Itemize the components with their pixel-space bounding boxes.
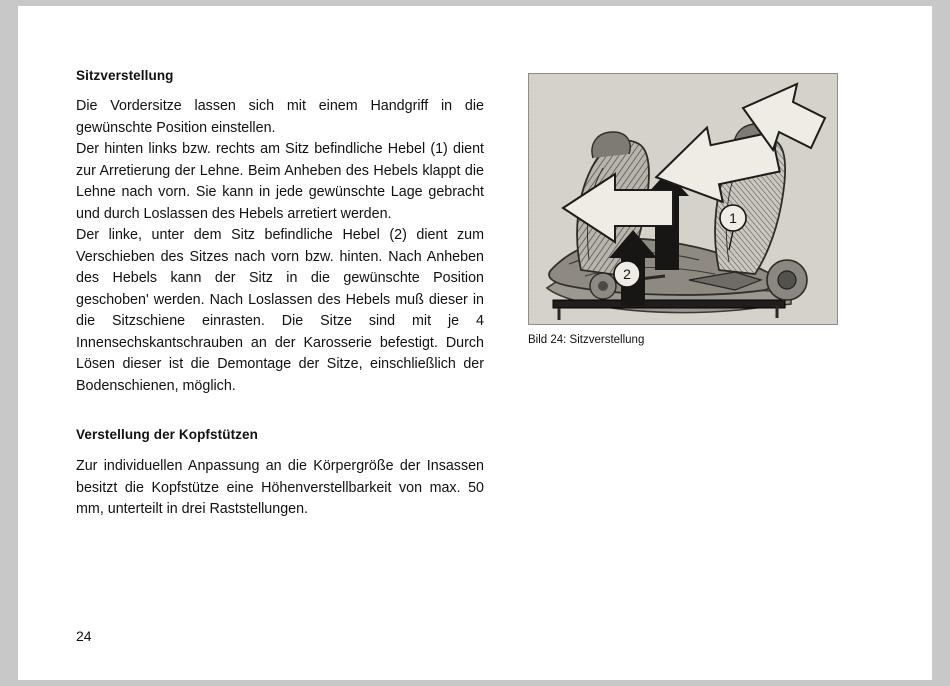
paragraph: Der hinten links bzw. rechts am Sitz befindliche Hebel (1) dient zur Arretierung der Lehne. Beim Anheben des Hebels klappt die Lehne nach vorn. Sie kann in jede gewünschte Lage gebracht und durch Loslassen des Hebels arretiert werden. [76, 141, 484, 222]
figure-image [528, 73, 838, 325]
callout-2-label: 2 [623, 266, 631, 282]
figure-caption: Bild 24: Sitzverstellung [528, 334, 645, 346]
page-content [76, 68, 886, 648]
seat-adjustment-illustration [529, 74, 837, 324]
text-column [76, 68, 484, 521]
figure-column [528, 73, 840, 346]
paragraph: Die Vordersitze lassen sich mit einem Handgriff in die gewünschte Position einstellen. [76, 98, 484, 136]
document-page [18, 6, 932, 680]
section-heading-headrest: Verstellung der Kopfstützen [76, 427, 258, 442]
paragraph: Der linke, unter dem Sitz befindliche Hebel (2) dient zum Verschieben des Sitzes nach vorn bzw. hinten. Nach Anheben des Hebels kann der Sitz in die gewünschte Position geschoben' werden. Nach Loslassen des Hebels muß dieser in die Sitzschiene einrasten. Die Sitze sind mit je 4 Innensechskantschrauben an der Karosserie befestigt. Durch Lösen dieser ist die Demontage der Sitze, einschließlich der Bodenschienen, möglich. [76, 227, 484, 394]
page-title: Sitzverstellung [76, 68, 174, 83]
paragraph: Zur individuellen Anpassung an die Körpergröße der Insassen besitzt die Kopfstütze eine Höhenverstellbarkeit von max. 50 mm, unterteilt in drei Raststellungen. [76, 458, 484, 517]
page-number: 24 [76, 628, 92, 644]
callout-1-label: 1 [729, 210, 737, 226]
